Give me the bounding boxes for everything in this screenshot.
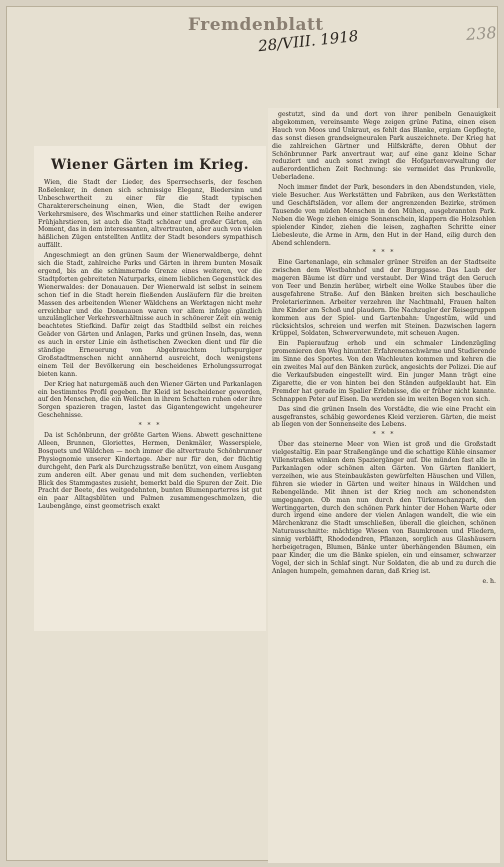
archive-number: 238 [465, 22, 498, 45]
paragraph: Da ist Schönbrunn, der größte Garten Wiens. Abwett geschnittene Alleen, Brunnen, Gloriettes, Hermen, Denkmäler, Wasserspiele, Bosquets und Wäldchen — noch immer die altvertraute Schönbrunner Physiognomie unserer Kindertage. Aber nur für den, der flüchtig durchgeht, den Park als Durchzugsstraße benützt, von einem Ausgang zum anderen eilt. Aber genau und mit dem suchenden, verliebten Blick des Stammgastes zusieht, bemerkt bald die Spuren der Zeit. Die Pracht der Beete, des weitgedehnten, bunten Blumenparterres ist gut ein paar Alltagsblüten und Palmen zusammengeschmolzen, die Laubengänge, einst geometrisch exakt [38, 432, 262, 511]
paragraph: Ein Papieraufzug erhob und ein schmaler Lindenzügling promenieren den Weg hinunter. Erfahrenenschwärme und Studierende im Sinne des Sportes. Von den Wachleuten kommen und kehren die ein zweites Mal auf den Bänken zurück, angesichts der Polizei. Die auf die Verkaufsbuden eingestellt wird. Ein junger Mann trägt eine Zigarette, die er von hinten bei den Ständen aufgeklaubt hat. Ein Fremder hat gerade im Spalier Erlebnisse, die er früher nicht kannte. Schnappen Peter auf Eisen. Da werden sie im weiten Bogen von sich. [272, 340, 496, 403]
section-divider: * * * [372, 431, 396, 439]
paragraph: Der Krieg hat naturgemäß auch den Wiener Gärten und Parkanlagen ein bestimmtes Profil gegeben. Ihr Kleid ist bescheidener geworden, auf den Menschen, die ein Weilchen in ihrem Schatten ruhen oder ihre Sorgen spazieren tragen, lastet das Gigantengewicht ungeheurer Geschehnisse. [38, 380, 262, 420]
article-right-column [268, 108, 500, 863]
clipping-sheet [6, 6, 498, 861]
handwritten-date: 28/VIII. 1918 [257, 26, 360, 56]
paragraph: Wien, die Stadt der Lieder, des Sperrsechserls, der feschen Roßelenker, in denen sich schmissige Eleganz, Biedersinn und Unbeschwertheit zu einer für die Stadt typischen Charaktererscheinung einen, Wien, die Stadt der ewigen Verkehrsmisere, des Wischmarks und einer stattlichen Reihe anderer Frühjahrstieren, ist auch die Stadt schöner und großer Gärten, ein Moment, das in dem interessanten, altvertrauten, aber auch von vielen häßlichen Zügen entstellten Antlitz der Stadt besonders sympathisch auffällt. [38, 179, 262, 250]
article-headline: Wiener Gärten im Krieg. [51, 157, 249, 173]
section-divider: * * * [372, 249, 396, 257]
paragraph: gestutzt, sind da und dort von ihrer penibeln Genauigkeit abgekommen, vereinsamte Wege zeigen grüne Patina, einen eisen Hauch von Moos und Unkraut, es fehlt das Blanke, ergiam Gepflegte, das sonst diesen grandseigneuralen Park auszeichnete. Der Krieg hat die zahlreichen Gärtner und Hilfskräfte, deren Obhut der Schönbrunner Park anvertraut war, auf eine ganz kleine Schar reduziert und auch sonst zwingt die Hofgartenverwaltung der außerordentlichen Zeit Rechnung: sie vermeidet das Prunkvolle, Ueberladene. [272, 111, 496, 182]
paragraph: Das sind die grünen Inseln des Vorstädte, die wie eine Pracht ein ausgefranstes, schäbig gewordenes Kleid verzieren. Gärten, die meist ab liegen von der Sonnenseite des Lebens. [272, 405, 496, 429]
paragraph: Angeschmiegt an den grünen Saum der Wienerwaldberge, dehnt sich die Stadt, zahlreiche Parks und Gärten in ihrem bunten Mosaik ergend, bis an die schimmernde Grenze eines weiteren, vor die Stadtpforten gebreiteten Naturparks, einem lieblichen Gegenstück des Wienerwaldes: der Donauauen. Der Wienerwald ist selbst in seinem schon tief in die Stadt herein fließenden Ausläufern für die breiten Massen des arbeitenden Wiener Wäldchens an Werktagen nicht mehr erreichbar und die Donauauen waren vor allem infolge gänzlich unzulänglicher Verkehrsverhältnisse auch in schönerer Zeit ein wenig beachtetes Stiefkind. Dafür zeigt das Stadtbild selbst ein reiches Geäder von Gärten und Anlagen, Parks und grünen Inseln, das, wenn es auch in erster Linie ein ästhetischen Zwecken dient und für die ständige Erneuerung von Abgebrauchtem luftspurgiger Großstadtmenschen nicht annähernd ausreicht, doch wenigstens einem Teil der Bevölkerung ein bescheidenes Erholungssurrogat bieten kann. [38, 252, 262, 378]
section-divider: * * * [138, 422, 162, 430]
article-left-column [34, 146, 266, 631]
paragraph: Eine Gartenanlage, ein schmaler grüner Streifen an der Stadtseite zwischen dem Westbahnhof und der Burggasse. Das Laub der mageren Bäume ist dürr und verstaubt. Der Wind trägt den Geruch von Teer und Benzin herüber, wirbelt eine Wolke Staubes über die ausgefahrene Straße. Auf den Bänken breiten sich beschauliche Proletarierinnen. Arbeiter verzehren ihr Nachtmahl, Frauen halten ihre Kinder am Schoß und plaudern. Die Nachzugler der Reisegruppen kommen aus der Spiel- und Gartenbahn: Ungestüm, wild und rücksichtslos, schreien und werfen mit Steinen. Dazwischen lagern Krüppel, Soldaten, Schwerverwundete, mit scheuen Augen. [272, 259, 496, 338]
paragraph: Noch immer findet der Park, besonders in den Abendstunden, viele, viele Besucher. Aus Werkstätten und Fabriken, aus den Werkstätten und Geschäftsläden, vor allem der angrenzenden Bezirke, strömen Tausende von müden Menschen in den Mühen, ausgebrannten Park. Neben die Wege ziehen einige Sonnenschein, klappern die Holzsohlen spielender Kinder, ziehen die leisen, zaghaften Schritte einer Liebesleute, die Arme in Arm, den Hut in der Hand, eilig durch den Abend schlendern. [272, 184, 496, 247]
author-signature: e. h. [482, 577, 496, 585]
paragraph: Über das steinerne Meer von Wien ist groß und die Großstadt vielgestaltig. Ein paar Straßengänge und die schattige Kühle einsamer Villenstraßen winken dem Spaziergänger auf. Die münden fast alle in Parkanlagen oder schönen alten Gärten. Von Gärten flankiert, verzeihen, wie aus Steinbaukästen gewürfelten Häuschen und Villen, führen sie wieder in Gärten und weiter hinaus in Wäldchen und Rebengelände. Mit ihnen ist der Krieg noch am schonendsten umgegangen. Ob man nun durch den Türkenschanzpark, den Wertinggarten, durch den schönen Park hinter der Hohen Warte oder durch irgend eine andere der vielen Anlagen wandelt, die wie ein Märchenkranz die Stadt umschließen, überall die gleichen, schönen Naturausschnitte: mächtige Wiesen von Baumkronen und Fliedern, sinnig verbläfft, Rhododendren, Pflanzen, sorglich aus Glashäusern herbeigetragen, Blumen, Bänke unter überhängenden Bäumen, ein paar Kinder, die um die Bänke spielen, ein und einsamer, schwarzer Vogel, der sich in Schlaf singt. Nur Soldaten, die ab und zu durch die Anlagen humpeln, gemahnen daran, daß Krieg ist. [272, 441, 496, 575]
source-stamp: Fremdenblatt [188, 15, 324, 35]
